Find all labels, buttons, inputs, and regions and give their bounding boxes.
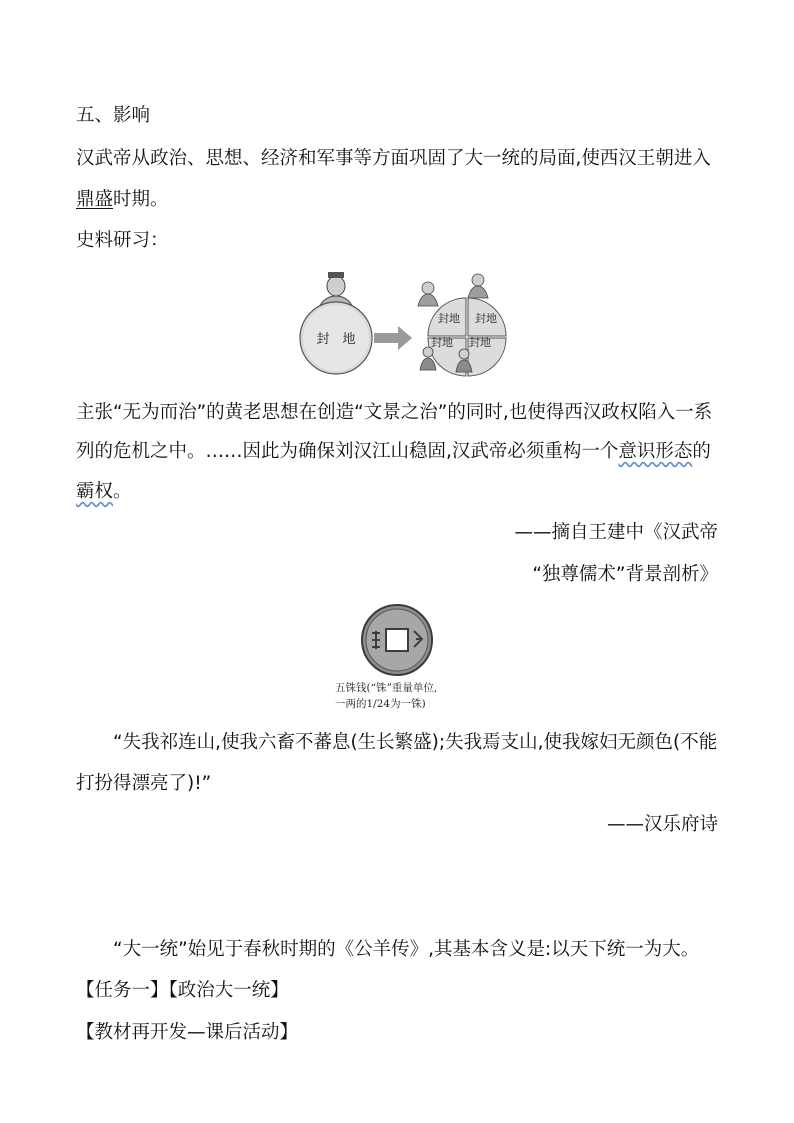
task-two-heading: 【教材再开发—课后活动】 [76, 1022, 299, 1043]
coin-caption-line-1: 五铢钱(“铢”重量单位, [335, 682, 438, 694]
quadrant-label-4: 封地 [469, 336, 491, 349]
quote1-source-line-2: “独尊儒术”背景剖析》 [532, 564, 718, 585]
poem-line-1: “失我祁连山,使我六畜不蕃息(生长繁盛);失我焉支山,使我嫁妇无颜色(不能 [113, 732, 718, 753]
quote1-source-line-1: ——摘自王建中《汉武帝 [514, 522, 718, 543]
underlined-term: 鼎盛 [76, 189, 114, 210]
coin-caption-line-2: 一两的1/24为一铢) [335, 698, 426, 710]
poem-source: ——汉乐府诗 [606, 814, 718, 835]
task-one-close: 】 [270, 980, 289, 1001]
quote1-line-2-post: 的 [692, 441, 711, 462]
quadrant-label-3: 封地 [431, 336, 453, 349]
intro-line-1: 汉武帝从政治、思想、经济和军事等方面巩固了大一统的局面,使西汉王朝进入 [76, 148, 711, 169]
study-label: 史料研习： [76, 230, 169, 251]
grand-unity-note: “大一统”始见于春秋时期的《公羊传》,其基本含义是:以天下统一为大。 [113, 939, 700, 960]
left-disk-label: 封 地 [316, 332, 356, 347]
intro-line-2 [76, 188, 169, 212]
arrow-icon [374, 326, 412, 350]
poem-line-2: 打扮得漂亮了)!” [76, 773, 212, 794]
quadrant-label-1: 封地 [438, 312, 460, 325]
quote1-line-1: 主张“无为而治”的黄老思想在创造“文景之治”的同时,也使得西汉政权陷入一系 [76, 402, 713, 423]
quote1-line-3 [76, 480, 132, 504]
fief-division-illustration [294, 266, 524, 378]
quote1-line-2-pre: 列的危机之中。……因此为确保刘汉江山稳固,汉武帝必须重构一个 [76, 441, 619, 462]
quadrant-label-2: 封地 [475, 312, 497, 325]
section-heading: 五、影响 [76, 105, 151, 126]
quote1-line-2 [76, 440, 711, 464]
wavy-term-hegemony: 霸权 [76, 481, 114, 502]
task-one-text: 【任务一】【政治大一统 [76, 980, 271, 1001]
intro-line-2-rest: 时期。 [113, 189, 169, 210]
wuzhu-coin-image [360, 603, 434, 677]
task-one-heading [76, 979, 289, 1003]
quote1-line-3-post: 。 [113, 481, 132, 502]
wavy-term-ideology: 意识形态 [618, 441, 693, 462]
